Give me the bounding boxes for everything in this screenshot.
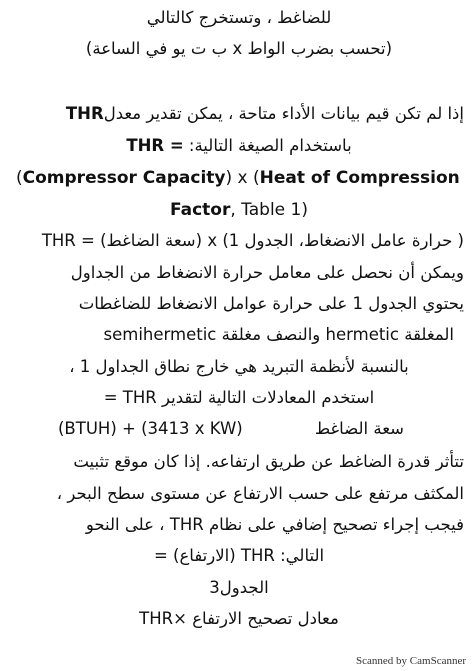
line-text: للضاغط ، وتستخرج كالتالي	[146, 8, 332, 27]
line-text: التالي: THR (الارتفاع) =	[153, 546, 325, 565]
line-text: بالنسبة لأنظمة التبريد هي خارج نطاق الجداول 1 ،	[69, 357, 409, 376]
text-line-11	[30, 323, 454, 347]
text-line-16	[14, 482, 464, 506]
heat-of-compression-term: Heat of Compression	[259, 168, 460, 188]
text-line-1	[14, 6, 464, 30]
camscanner-watermark: Scanned by CamScanner	[356, 655, 466, 667]
text-line-9	[14, 261, 464, 285]
text-line-8	[14, 229, 464, 253]
paren: (	[16, 168, 23, 188]
text-line-4	[14, 102, 464, 126]
line-text: استخدم المعادلات التالية لتقدير THR =	[103, 388, 375, 407]
line-text: والنصف مغلقة	[221, 325, 321, 344]
factor-term: Factor	[170, 200, 231, 220]
text-line-5	[14, 134, 464, 158]
table-ref: , Table 1)	[230, 200, 308, 220]
formula-line-2	[14, 198, 464, 222]
text-line-12	[14, 355, 464, 379]
line-text: ( حرارة عامل الانضغاط، الجدول 1) x (سعة الضاغط) = THR	[41, 231, 464, 250]
line-text: إذا لم تكن قيم بيانات الأداء متاحة ، يمكن تقدير معدل	[103, 104, 464, 123]
line-text: المغلقة	[404, 325, 454, 344]
line-text: تتأثر قدرة الضاغط عن طريق ارتفاعه. إذا كان موقع تثبيت	[73, 452, 464, 471]
thr-equals: THR =	[126, 136, 184, 155]
line-text: ويمكن أن نحصل على معامل حرارة الانضغاط من الجداول	[70, 263, 464, 282]
text-line-14	[58, 417, 464, 441]
text-line-19	[14, 576, 464, 600]
text-line-15	[14, 450, 464, 474]
line-text: معادل تصحيح الارتفاع ×THR	[139, 609, 339, 628]
hermetic-term: hermetic	[325, 325, 399, 344]
line-text: (تحسب بضرب الواط x ب ت يو في الساعة)	[85, 39, 393, 58]
line-text: فيجب إجراء تصحيح إضافي على نظام THR ، على النحو	[85, 515, 464, 534]
text-line-2	[14, 37, 464, 61]
line-text: يحتوي الجدول 1 على حرارة عوامل الانضغاط للضاغطات	[78, 294, 464, 313]
text-line-17	[14, 513, 464, 537]
text-line-20	[14, 607, 464, 631]
compressor-capacity-ar: سعة الضاغط	[314, 419, 404, 438]
text-line-18	[14, 544, 464, 568]
text-line-13	[14, 386, 464, 410]
kw-formula: (BTUH) + (3413 x KW)	[58, 419, 243, 438]
thr-term: THR	[65, 104, 104, 123]
line-text: باستخدام الصيغة التالية:	[188, 136, 352, 155]
formula-line-1	[16, 166, 464, 190]
multiply-sign: ) x (	[225, 168, 260, 188]
compressor-capacity-term: Compressor Capacity	[22, 168, 226, 188]
text-line-10	[14, 292, 464, 316]
line-text: المكثف مرتفع على حسب الارتفاع عن مستوى سطح البحر ،	[56, 484, 464, 503]
line-text: الجدول3	[209, 578, 269, 597]
semihermetic-term: semihermetic	[103, 325, 217, 344]
